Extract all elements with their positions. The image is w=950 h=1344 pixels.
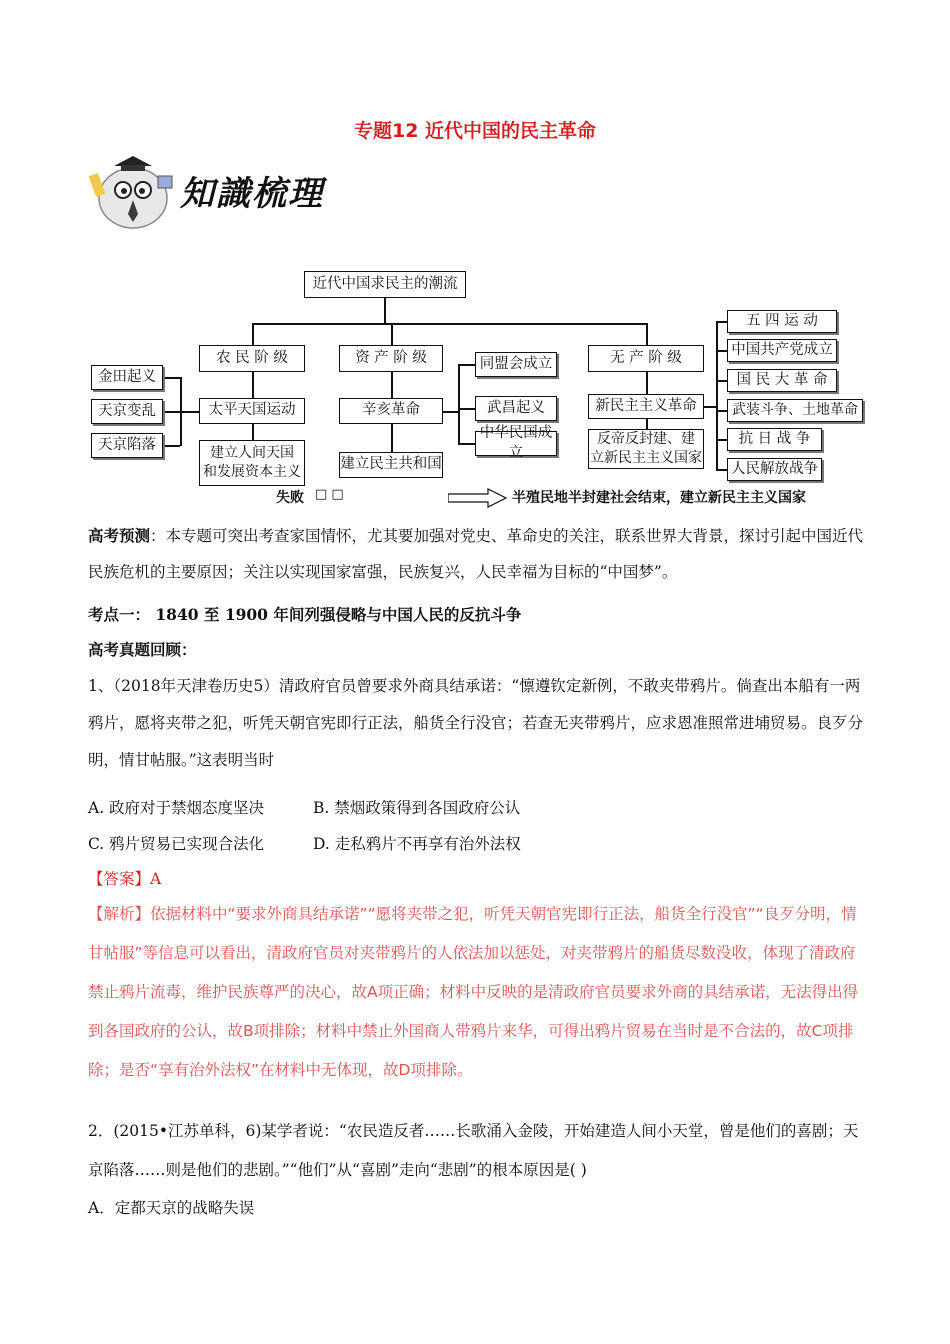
banner-text: 知識梳理 bbox=[180, 174, 324, 214]
new-democratic-box: 新民主主义革命 bbox=[588, 394, 704, 419]
forecast-label: 高考预测 bbox=[88, 526, 151, 545]
arrow-icon bbox=[448, 488, 508, 508]
event-jintian: 金田起义 bbox=[91, 365, 163, 390]
fail-marks: □ □ bbox=[315, 487, 344, 502]
q2-option-a: A．定都天京的战略失误 bbox=[88, 1199, 255, 1217]
analysis-text: 依据材料中“要求外商具结承诺”“愿将夹带之犯，听凭天朝官宪即行正法，船货全行没官”“良歹分明，情甘帖服”等信息可以看出，清政府官员对夹带鸦片的人依法加以惩处，对夹带鸦片的船货尽数没收，体现了清政府禁止鸦片流毒，维护民族尊严的决心，故A项正确；材料中反映的是清政府官员要求外商的具结承诺，无法得出得到各国政府的公认，故B项排除；材料中禁止外国商人带鸦片来华，可得出鸦片贸易在当时是不合法的，故C项排除；是否“享有治外法权”在材料中无体现，故D项排除。 bbox=[88, 905, 859, 1079]
peasant-class-box: 农 民 阶 级 bbox=[199, 345, 305, 372]
q1-answer: 【答案】A bbox=[88, 870, 162, 888]
review-heading: 高考真题回顾： bbox=[88, 640, 197, 659]
question-2-stem: 2．(2015•江苏单科，6)某学者说：“农民造反者……长歌涌入金陵，开始建造人间小天堂，曾是他们的喜剧；天京陷落……则是他们的悲剧。”“他们”从“喜剧”走向“悲剧”的根本原因是( ) bbox=[88, 1122, 859, 1179]
forecast-text: ：本专题可突出考查家国情怀，尤其要加强对党史、革命史的关注，联系世界大背景，探讨引起中国近代民族危机的主要原因；关注以实现国家富强，民族复兴，人民幸福为目标的“中国梦”。 bbox=[88, 527, 864, 581]
event-may-fourth: 五 四 运 动 bbox=[727, 310, 837, 333]
q1-option-a: A. 政府对于禁烟态度坚决 bbox=[88, 799, 265, 817]
q1-option-c: C. 鸦片贸易已实现合法化 bbox=[88, 835, 265, 853]
event-minguo: 中华民国成立 bbox=[475, 431, 557, 456]
event-anti-japanese: 抗 日 战 争 bbox=[727, 428, 822, 451]
owl-scholar-icon bbox=[88, 152, 178, 230]
analysis-label: 【解析】 bbox=[88, 905, 151, 923]
taiping-box: 太平天国运动 bbox=[199, 398, 305, 424]
q1-option-d: D. 走私鸦片不再享有治外法权 bbox=[313, 835, 521, 853]
event-ccp-founded: 中国共产党成立 bbox=[727, 339, 837, 362]
xinhai-goal-box: 建立民主共和国 bbox=[339, 452, 443, 478]
xinhai-box: 辛亥革命 bbox=[339, 398, 443, 424]
event-tianjing-bianluan: 天京变乱 bbox=[91, 399, 163, 424]
question-1-stem: 1、（2018年天津卷历史5）清政府官员曾要求外商具结承诺：“懔遵钦定新例，不敢夹带鸦片。倘查出本船有一两鸦片，愿将夹带之犯，听凭天朝官宪即行正法，船货全行没官；若查无夹带鸦片，应求恩准照常进埔贸易。良歹分明，情甘帖服。”这表明当时 bbox=[88, 677, 864, 769]
event-liberation-war: 人民解放战争 bbox=[727, 458, 822, 481]
event-tianjing-xianluo: 天京陷落 bbox=[91, 433, 163, 458]
fail-label: 失败 bbox=[276, 490, 304, 506]
kaodian-heading: 考点一： 1840 至 1900 年间列强侵略与中国人民的反抗斗争 bbox=[88, 605, 522, 624]
event-national-revolution: 国 民 大 革 命 bbox=[727, 369, 837, 392]
event-armed-struggle: 武装斗争、土地革命 bbox=[727, 399, 863, 422]
q1-analysis bbox=[88, 895, 868, 1090]
taiping-goal-box: 建立人间天国 和发展资本主义 bbox=[199, 440, 305, 486]
event-wuchang: 武昌起义 bbox=[475, 396, 557, 421]
proletariat-class-box: 无 产 阶 级 bbox=[588, 345, 704, 372]
forecast-paragraph bbox=[88, 518, 868, 590]
event-tongmenghui: 同盟会成立 bbox=[475, 352, 557, 377]
knowledge-banner bbox=[88, 152, 348, 230]
q1-option-b: B. 禁烟政策得到各国政府公认 bbox=[313, 799, 521, 817]
root-box: 近代中国求民主的潮流 bbox=[304, 271, 466, 298]
result-text: 半殖民地半封建社会结束，建立新民主主义国家 bbox=[512, 490, 806, 506]
bourgeois-class-box: 资 产 阶 级 bbox=[339, 345, 443, 372]
new-democratic-goal-box: 反帝反封建、建 立新民主主义国家 bbox=[588, 429, 704, 469]
page-title: 专题12 近代中国的民主革命 bbox=[353, 120, 597, 142]
